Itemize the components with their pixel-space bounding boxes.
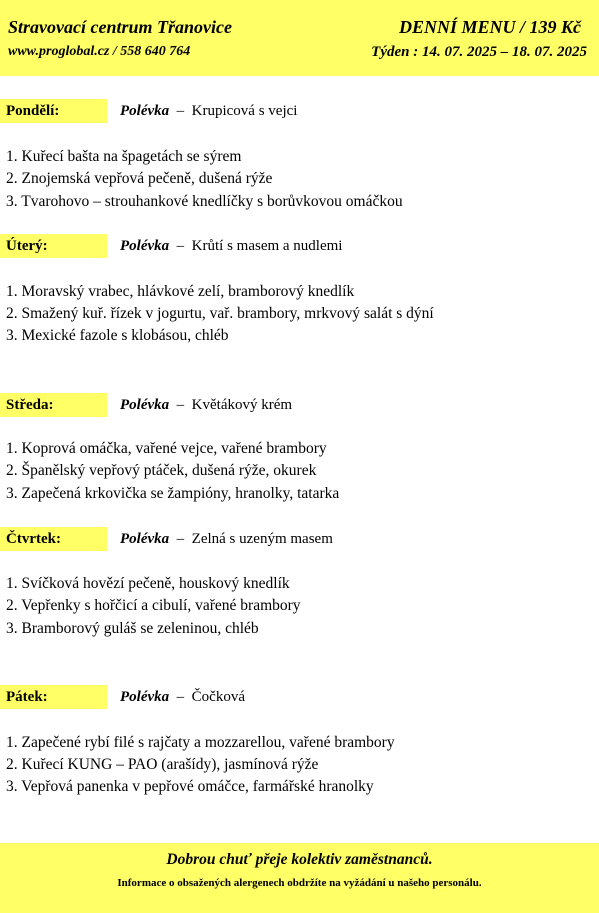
menu-item: 1. Zapečené rybí filé s rajčaty a mozzarellou, vařené brambory [6,734,395,751]
day-label-thursday: Čtvrtek: [0,527,107,551]
menu-item: 2. Španělský vepřový ptáček, dušená rýže, okurek [6,462,317,479]
menu-item: 1. Koprová omáčka, vařené vejce, vařené brambory [6,440,327,457]
soup-name: Čočková [191,689,245,705]
day-label-monday: Pondělí: [0,99,107,123]
soup-word: Polévka [120,531,170,547]
menu-item: 2. Vepřenky s hořčicí a cibulí, vařené brambory [6,597,301,614]
menu-item: 2. Znojemská vepřová pečeně, dušená rýže [6,170,273,187]
footer-greeting: Dobrou chuť přeje kolektiv zaměstnanců. [166,851,433,868]
menu-item: 1. Moravský vrabec, hlávkové zelí, bramborový knedlík [6,283,355,300]
soup-wednesday [120,393,292,417]
day-label-wednesday: Středa: [0,393,107,417]
menu-item: 3. Bramborový guláš se zeleninou, chléb [6,620,259,637]
soup-word: Polévka [120,238,170,254]
soup-dash: – [176,103,185,119]
footer-banner [0,843,599,913]
soup-name: Krupicová s vejci [191,103,298,119]
day-label-friday: Pátek: [0,685,107,709]
soup-tuesday [120,234,342,258]
menu-item: 3. Vepřová panenka v pepřové omáčce, farmářské hranolky [6,778,374,795]
menu-item: 3. Tvarohovo – strouhankové knedlíčky s borůvkovou omáčkou [6,193,403,210]
menu-item: 2. Smažený kuř. řízek v jogurtu, vař. brambory, mrkvový salát s dýní [6,305,434,322]
soup-dash: – [176,689,185,705]
soup-name: Krůtí s masem a nudlemi [191,238,343,254]
soup-monday [120,99,297,123]
soup-dash: – [176,397,185,413]
header-banner [0,0,599,76]
soup-word: Polévka [120,397,170,413]
menu-item: 2. Kuřecí KUNG – PAO (arašídy), jasmínová rýže [6,756,319,773]
canteen-title: Stravovací centrum Třanovice [8,17,232,37]
menu-item: 3. Mexické fazole s klobásou, chléb [6,327,229,344]
menu-price: DENNÍ MENU / 139 Kč [398,17,581,37]
week-range: Týden : 14. 07. 2025 – 18. 07. 2025 [371,44,587,60]
soup-word: Polévka [120,689,170,705]
menu-item: 1. Svíčková hovězí pečeně, houskový knedlík [6,575,290,592]
footer-allergen-note: Informace o obsažených alergenech obdržíte na vyžádání u našeho personálu. [117,877,482,889]
menu-item: 3. Zapečená krkovička se žampióny, hranolky, tatarka [6,485,340,502]
soup-friday [120,685,245,709]
soup-dash: – [176,238,185,254]
day-label-tuesday: Úterý: [0,234,107,258]
contact-line: www.proglobal.cz / 558 640 764 [8,44,191,59]
soup-word: Polévka [120,103,170,119]
soup-name: Květákový krém [191,397,293,413]
soup-dash: – [176,531,185,547]
soup-thursday [120,527,333,551]
menu-item: 1. Kuřecí bašta na špagetách se sýrem [6,148,242,165]
soup-name: Zelná s uzeným masem [191,531,333,547]
